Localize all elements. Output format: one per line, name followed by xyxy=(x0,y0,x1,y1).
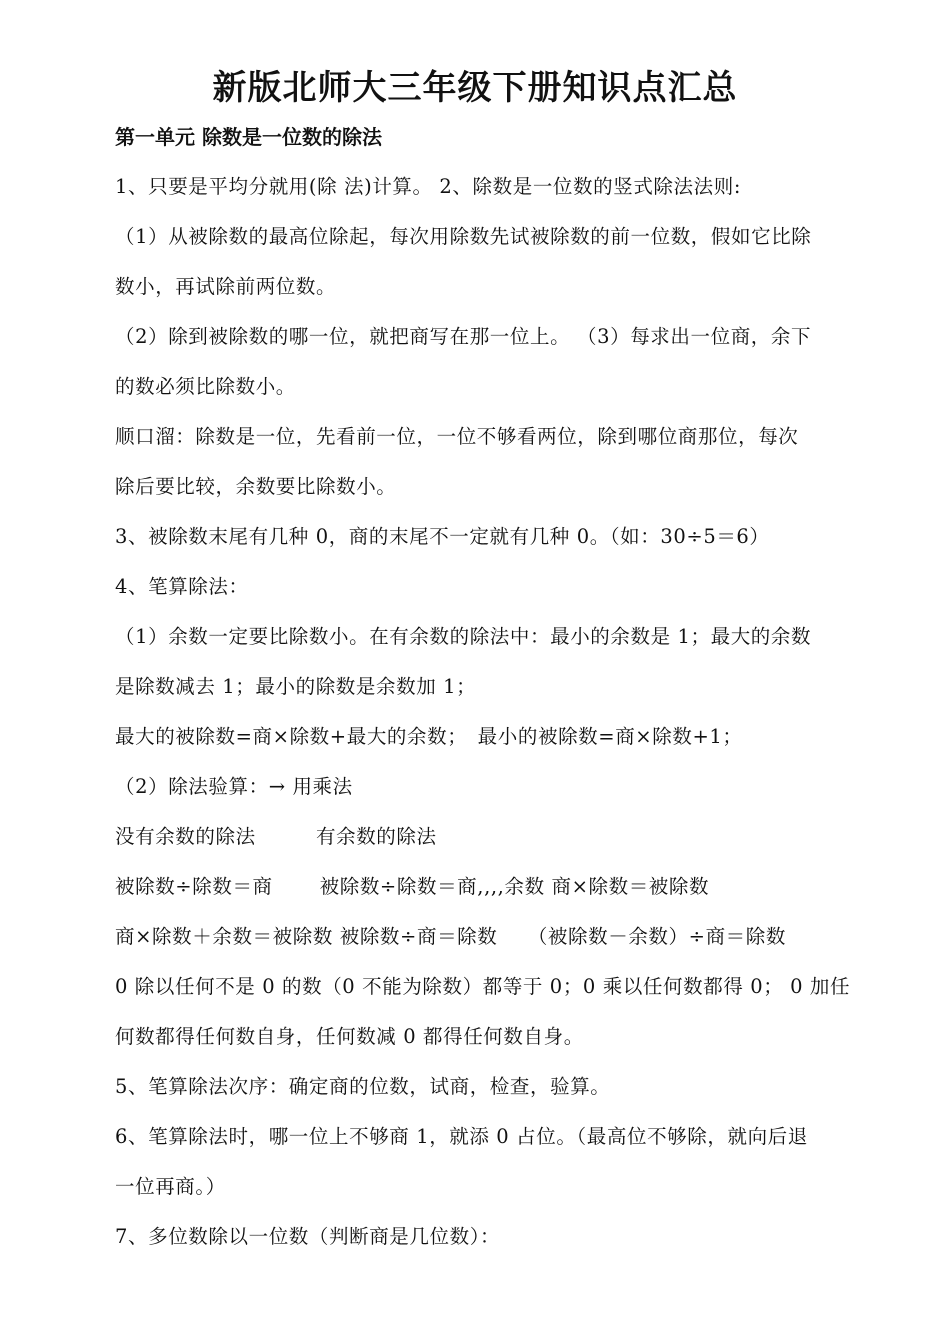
text-line: 顺口溜：除数是一位，先看前一位，一位不够看两位，除到哪位商那位，每次 xyxy=(115,425,799,448)
text-line: （1）从被除数的最高位除起，每次用除数先试被除数的前一位数，假如它比除 xyxy=(115,225,812,248)
page-title: 新版北师大三年级下册知识点汇总 xyxy=(212,68,738,108)
text-line: 何数都得任何数自身，任何数减 0 都得任何数自身。 xyxy=(115,1025,584,1048)
text-line: 7、多位数除以一位数（判断商是几位数）： xyxy=(115,1225,501,1248)
text-line: 被除数÷除数＝商 被除数÷除数＝商,,,,余数 商×除数＝被除数 xyxy=(115,875,710,898)
text-line: 的数必须比除数小。 xyxy=(115,375,296,398)
text-line: 没有余数的除法 有余数的除法 xyxy=(115,825,437,848)
text-line: 是除数减去 1；最小的除数是余数加 1； xyxy=(115,675,477,698)
text-line: （1）余数一定要比除数小。在有余数的除法中：最小的余数是 1；最大的余数 xyxy=(115,625,812,648)
text-line: （2）除法验算：→ 用乘法 xyxy=(115,775,353,798)
text-line: 3、被除数末尾有几种 0，商的末尾不一定就有几种 0。（如：30÷5＝6） xyxy=(115,525,770,548)
text-line: 0 除以任何不是 0 的数（0 不能为除数）都等于 0；0 乘以任何数都得 0； 0 加任 xyxy=(115,975,851,998)
text-line: 最大的被除数=商×除数+最大的余数； 最小的被除数=商×除数+1； xyxy=(115,725,743,748)
text-line: 数小，再试除前两位数。 xyxy=(115,275,337,298)
text-line: 除后要比较，余数要比除数小。 xyxy=(115,475,397,498)
text-line: （2）除到被除数的哪一位，就把商写在那一位上。 （3）每求出一位商，余下 xyxy=(115,325,812,348)
unit-heading: 第一单元 除数是一位数的除法 xyxy=(115,125,382,149)
text-line: 商×除数＋余数＝被除数 被除数÷商＝除数 （被除数－余数）÷商＝除数 xyxy=(115,925,786,948)
text-line: 4、笔算除法： xyxy=(115,575,249,598)
text-line: 6、笔算除法时，哪一位上不够商 1，就添 0 占位。（最高位不够除，就向后退 xyxy=(115,1125,808,1148)
text-line: 1、只要是平均分就用(除 法)计算。 2、除数是一位数的竖式除法法则: xyxy=(115,175,741,198)
text-line: 一位再商。） xyxy=(115,1175,226,1198)
text-line: 5、笔算除法次序：确定商的位数，试商，检查，验算。 xyxy=(115,1075,611,1098)
